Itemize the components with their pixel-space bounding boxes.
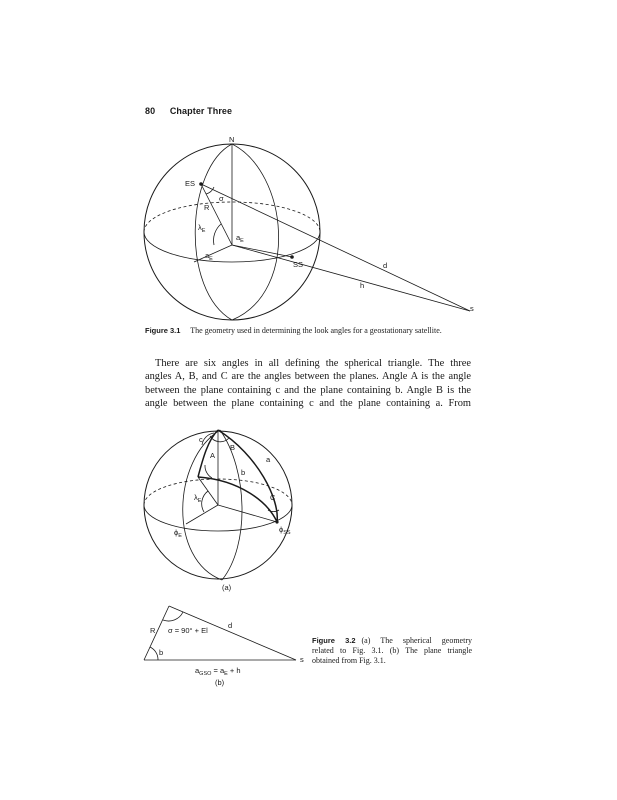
label-ES: ES	[185, 179, 196, 188]
label-phi-ss: $\phi_{SS}$	[279, 525, 291, 536]
label-d: d	[383, 261, 388, 270]
figure-label: Figure 3.2	[312, 636, 356, 645]
figure-label: Figure 3.1	[145, 326, 181, 335]
label-h: h	[360, 281, 365, 290]
part-a-label: (a)	[222, 583, 232, 592]
label-agso: $a_{GSO} = a_E + h$	[195, 666, 241, 677]
meridian-right	[220, 430, 242, 580]
paragraph-line: angle between the plane containing c and the plane containing a. From	[145, 398, 471, 410]
label-ae-inner: $a_E$	[236, 233, 244, 244]
label-SS: SS	[293, 260, 304, 269]
paragraph-line: between the plane containing c and the plane containing b. Angle B is the	[145, 384, 471, 396]
label-lambda-e: $\lambda_E$	[194, 493, 202, 504]
label-c: c	[199, 435, 203, 444]
label-b-angle: b	[159, 648, 164, 657]
paragraph-line: angles A, B, and C are the angles between the planes. Angle A is the angle	[145, 371, 471, 383]
label-s: s	[300, 655, 304, 664]
caption-text: The geometry used in determining the look angles for a geostationary satellite.	[190, 326, 442, 335]
label-ae-lower: $a_E$	[205, 251, 213, 262]
figure-3-2-caption	[312, 636, 472, 666]
label-A: A	[210, 451, 216, 460]
angle-lambda-arc	[202, 491, 208, 512]
angle-A-arc	[205, 465, 212, 478]
label-lambda-e: $\lambda_E$	[198, 223, 206, 234]
label-d: d	[228, 621, 233, 630]
label-R: R	[150, 626, 156, 635]
label-N: N	[229, 135, 235, 144]
caption-line: Figure 3.2 (a) The spherical geometry	[312, 636, 472, 645]
label-R: R	[204, 203, 210, 212]
label-phi-e: $\phi_E$	[174, 528, 182, 539]
angle-b-arc	[150, 647, 158, 660]
side-b	[198, 477, 277, 522]
label-C: C	[270, 493, 276, 502]
caption-line: obtained from Fig. 3.1.	[312, 656, 386, 665]
paragraph-line: There are six angles in all defining the spherical triangle. The three	[155, 358, 471, 369]
part-b-label: (b)	[215, 678, 225, 687]
page-number: 80	[145, 106, 156, 116]
triangle-side-R	[144, 606, 169, 660]
label-sigma-eq: σ = 90° + El	[168, 626, 208, 635]
label-s: s	[470, 304, 474, 313]
equator-front	[144, 505, 292, 531]
label-a: a	[266, 455, 271, 464]
label-B: B	[230, 443, 236, 452]
label-sigma: σ	[219, 194, 224, 203]
meridian-left	[183, 430, 222, 580]
chapter-title: Chapter Three	[169, 106, 233, 116]
caption-line: related to Fig. 3.1. (b) The plane triangle	[312, 646, 472, 655]
label-b: b	[241, 468, 246, 477]
phi-ss-point	[275, 520, 278, 523]
